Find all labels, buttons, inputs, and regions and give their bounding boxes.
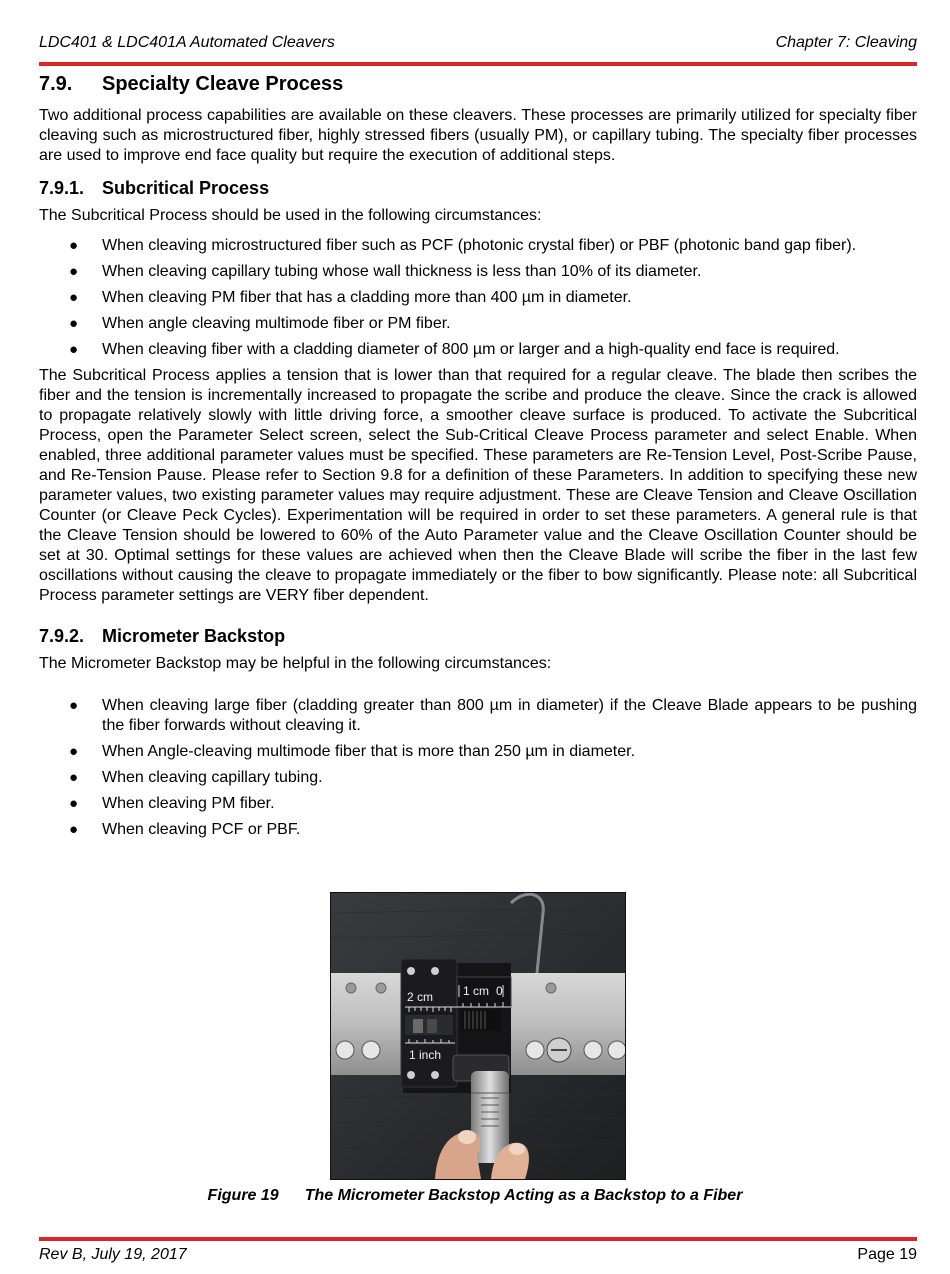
list-item: ● When cleaving PCF or PBF. — [69, 821, 301, 838]
bullet-icon: ● — [69, 769, 79, 786]
list-item: ● When Angle-cleaving multimode fiber that is more than 250 µm in diameter. — [69, 743, 636, 760]
figure-number: Figure 19 — [207, 1187, 279, 1204]
header-rule — [39, 62, 917, 66]
list-item: ● When cleaving large fiber (cladding greater than 800 µm in diameter) if the Cleave Blade appears to be pushing the fiber forwards without cleaving it. — [69, 697, 917, 734]
header-chapter: Chapter 7: Cleaving — [775, 34, 917, 51]
subsection-title: Micrometer Backstop — [102, 626, 286, 646]
footer-revision: Rev B, July 19, 2017 — [39, 1246, 187, 1263]
subsection-heading-subcritical — [39, 176, 917, 200]
bullet-icon: ● — [69, 263, 79, 280]
section-heading — [39, 70, 917, 98]
bullet-icon: ● — [69, 697, 79, 714]
list-item: ● When angle cleaving multimode fiber or PM fiber. — [69, 315, 451, 332]
subsection-title: Subcritical Process — [102, 178, 270, 198]
page-header — [39, 34, 917, 54]
list-item: ● When cleaving PM fiber that has a cladding more than 400 µm in diameter. — [69, 289, 632, 306]
scale-label-inch: 1 inch — [409, 1048, 442, 1062]
subcritical-body: The Subcritical Process applies a tension that is lower than that required for a regular cleave. The blade then scribes the fiber and the tension is incrementally increased to propagate the scribe and produce the cleave. Since the crack is allowed to propagate relatively slowly with little driving force, a smoother cleave surface is produced. To activate the Subcritical Process, open the Parameter Select screen, select the Sub-Critical Cleave Process parameter and select Enable. When enabled, three additional parameter values must be specified. These parameters are Re-Tension Level, Post-Scribe Pause, and Re-Tension Pause. Please refer to Section 9.8 for a definition of these Parameters. In addition to specifying these new parameter values, two existing parameter values may require adjustment. These are Cleave Tension and Cleave Oscillation Counter (or Cleave Peck Cycles). Experimentation will be required in order to set these parameters. A general rule is that the Cleave Tension should be lowered to 60% of the Auto Parameter value and the Cleave Oscillation Counter should be set at 30. Optimal settings for these values are achieved when then the Cleave Blade will scribe the fiber in the last few oscillations without causing the cleave to propagate immediately or the fiber to bow significantly. Please note: all Subcritical Process parameter settings are VERY fiber dependent. — [39, 367, 917, 604]
bullet-icon: ● — [69, 289, 79, 306]
bullet-icon: ● — [69, 795, 79, 812]
scale-label-zero: 0 — [496, 984, 503, 998]
micrometer-bullet-list — [39, 696, 917, 840]
scale-label-2cm: 2 cm — [407, 990, 434, 1004]
micrometer-illustration — [331, 893, 625, 1179]
subcritical-lead: The Subcritical Process should be used in the following circumstances: — [39, 207, 542, 224]
list-item: ● When cleaving microstructured fiber such as PCF (photonic crystal fiber) or PBF (photonic band gap fiber). — [69, 237, 857, 254]
subsection-heading-micrometer — [39, 624, 917, 648]
section-title: Specialty Cleave Process — [102, 73, 344, 95]
bullet-icon: ● — [69, 315, 79, 332]
page-number: Page 19 — [857, 1246, 917, 1263]
footer-rule — [39, 1237, 917, 1241]
subcritical-bullet-list — [39, 236, 917, 360]
subsection-number: 7.9.2. — [39, 626, 85, 646]
bullet-icon: ● — [69, 743, 79, 760]
figure-caption-text: The Micrometer Backstop Acting as a Backstop to a Fiber — [304, 1187, 743, 1204]
bullet-icon: ● — [69, 237, 79, 254]
micrometer-lead: The Micrometer Backstop may be helpful in the following circumstances: — [39, 655, 552, 672]
section-intro: Two additional process capabilities are available on these cleavers. These processes are primarily utilized for specialty fiber cleaving such as microstructured fiber, highly stressed fibers (usually PM), or capillary tubing. The specialty fiber processes are used to improve end face quality but require the execution of additional steps. — [39, 107, 917, 164]
bullet-icon: ● — [69, 821, 79, 838]
section-number: 7.9. — [39, 73, 73, 95]
header-doc-title: LDC401 & LDC401A Automated Cleavers — [39, 34, 335, 51]
list-item: ● When cleaving capillary tubing. — [69, 769, 323, 786]
scale-label-1cm: 1 cm — [463, 984, 490, 998]
list-item: ● When cleaving capillary tubing whose wall thickness is less than 10% of its diameter. — [69, 263, 702, 280]
list-item: ● When cleaving fiber with a cladding diameter of 800 µm or larger and a high-quality end face is required. — [69, 341, 840, 358]
micrometer-backstop-photo — [330, 892, 626, 1180]
subsection-number: 7.9.1. — [39, 178, 85, 198]
figure-caption — [0, 1187, 950, 1205]
list-item: ● When cleaving PM fiber. — [69, 795, 275, 812]
page-content — [39, 70, 917, 840]
bullet-icon: ● — [69, 341, 79, 358]
